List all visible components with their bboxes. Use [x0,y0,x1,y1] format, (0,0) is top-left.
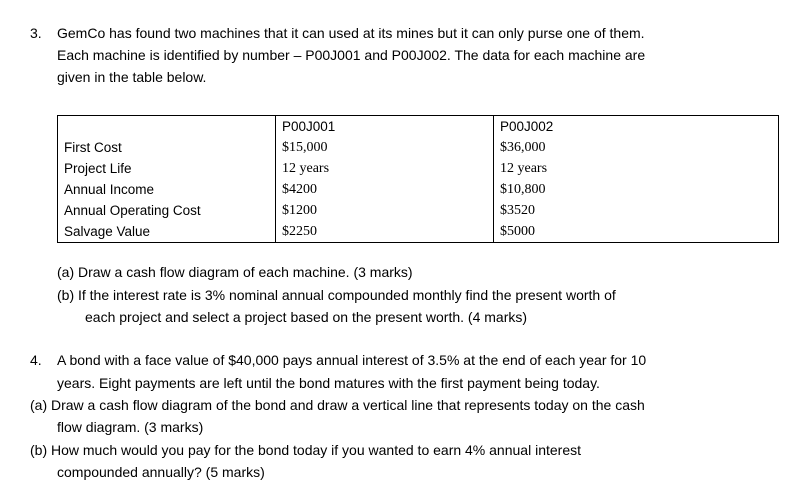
table-header-row [58,116,779,138]
machine-2-value: $3520 [494,200,779,221]
machine-1-value: $2250 [276,221,494,243]
question-4-number: 4. [30,352,42,368]
table-header-machine-1: P00J001 [276,116,494,138]
question-4-part-a-line-2: flow diagram. (3 marks) [57,419,204,435]
question-3-intro-line-3: given in the table below. [57,69,207,85]
row-label: First Cost [58,137,276,158]
machine-2-value: 12 years [494,158,779,179]
question-4-part-a-line-1: (a) Draw a cash flow diagram of the bond and draw a vertical line that represents today on the cash [30,397,645,413]
question-3-intro-line-1: GemCo has found two machines that it can used at its mines but it can only purse one of them. [57,25,645,41]
table-header-blank [58,116,276,138]
table-header-machine-2: P00J002 [494,116,779,138]
row-label: Salvage Value [58,221,276,243]
machine-1-value: $1200 [276,200,494,221]
question-3-number: 3. [30,25,42,41]
row-label: Annual Operating Cost [58,200,276,221]
machine-1-value: $4200 [276,179,494,200]
row-label: Annual Income [58,179,276,200]
question-4-part-b-line-1: (b) How much would you pay for the bond today if you wanted to earn 4% annual interest [30,442,581,458]
table-row [58,221,779,243]
table-row [58,137,779,158]
machine-1-value: 12 years [276,158,494,179]
machine-2-value: $36,000 [494,137,779,158]
question-3-part-b-line-1: (b) If the interest rate is 3% nominal annual compounded monthly find the present worth of [57,287,616,303]
machine-1-value: $15,000 [276,137,494,158]
question-4-line-1: A bond with a face value of $40,000 pays annual interest of 3.5% at the end of each year for 10 [57,352,647,368]
table-row [58,158,779,179]
question-3-part-a: (a) Draw a cash flow diagram of each machine. (3 marks) [57,264,413,280]
question-3-intro-line-2: Each machine is identified by number – P00J001 and P00J002. The data for each machine are [57,47,646,63]
table-row [58,179,779,200]
machine-data-table [57,115,779,243]
question-3-part-b-line-2: each project and select a project based on the present worth. (4 marks) [85,309,528,325]
question-4-part-b-line-2: compounded annually? (5 marks) [57,464,265,480]
machine-2-value: $5000 [494,221,779,243]
question-4-line-2: years. Eight payments are left until the bond matures with the first payment being today. [57,375,600,391]
machine-2-value: $10,800 [494,179,779,200]
table-row [58,200,779,221]
row-label: Project Life [58,158,276,179]
